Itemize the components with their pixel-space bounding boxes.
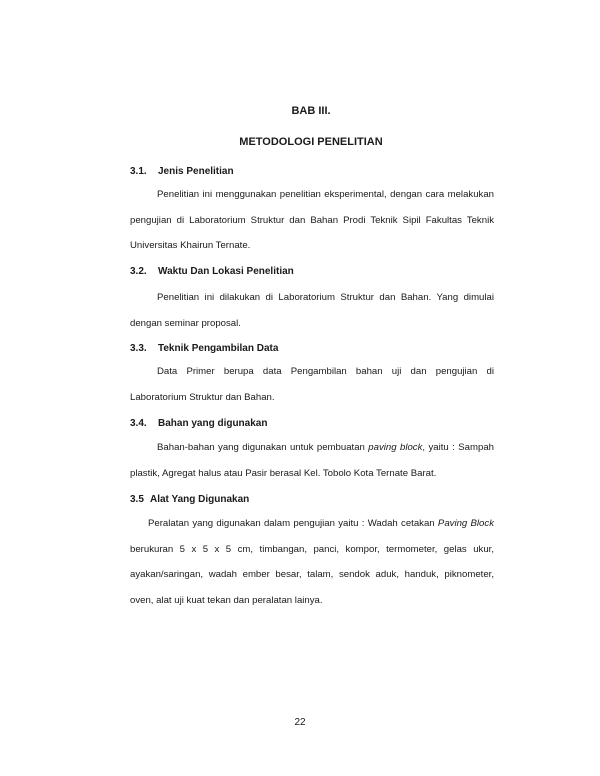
section-heading-3-4 bbox=[130, 418, 267, 429]
section-heading-3-1 bbox=[130, 166, 234, 177]
section-number: 3.4. bbox=[130, 418, 147, 429]
section-title: Bahan yang digunakan bbox=[158, 418, 268, 429]
section-title: Waktu Dan Lokasi Penelitian bbox=[158, 266, 294, 277]
page-number: 22 bbox=[294, 717, 306, 728]
paragraph: Penelitian ini dilakukan di Laboratorium Struktur dan Bahan. Yang dimulai dengan seminar proposal. bbox=[130, 292, 494, 329]
section-body-3-2 bbox=[130, 285, 494, 336]
italic-term: paving block bbox=[368, 442, 423, 453]
chapter-title: METODOLOGI PENELITIAN bbox=[239, 136, 383, 148]
italic-term: Paving Block bbox=[437, 518, 494, 529]
paragraph: Data Primer berupa data Pengambilan bahan uji dan pengujian di Laboratorium Struktur dan Bahan. bbox=[130, 366, 494, 403]
section-heading-3-3 bbox=[130, 343, 278, 354]
section-heading-3-5 bbox=[130, 494, 249, 505]
text-run: berukuran 5 x 5 x 5 cm, timbangan, panci, kompor, termometer, gelas ukur, ayakan/saringan, wadah ember besar, talam, sendok aduk, handuk, piknometer, oven, alat uji kuat tekan dan peralatan lainya. bbox=[130, 543, 494, 606]
section-heading-3-2 bbox=[130, 266, 294, 277]
section-body-3-5 bbox=[130, 511, 494, 613]
text-run: , yaitu : Sampah plastik, Agregat halus atau Pasir berasal Kel. Tobolo Kota Ternate Barat. bbox=[130, 442, 494, 479]
chapter-number: BAB III. bbox=[291, 105, 331, 117]
section-title: Alat Yang Digunakan bbox=[150, 494, 250, 505]
section-number: 3.2. bbox=[130, 266, 147, 277]
section-body-3-1 bbox=[130, 182, 494, 259]
section-number: 3.5 bbox=[130, 494, 144, 505]
section-body-3-4 bbox=[130, 435, 494, 486]
text-run: Peralatan yang digunakan dalam pengujian yaitu : Wadah cetakan bbox=[148, 518, 438, 529]
section-number: 3.1. bbox=[130, 166, 147, 177]
section-title: Teknik Pengambilan Data bbox=[158, 343, 279, 354]
paragraph: Penelitian ini menggunakan penelitian eksperimental, dengan cara melakukan pengujian di Laboratorium Struktur dan Bahan Prodi Teknik Sipil Fakultas Teknik Universitas Khairun Ternate. bbox=[130, 189, 494, 251]
section-body-3-3 bbox=[130, 359, 494, 410]
section-title: Jenis Penelitian bbox=[158, 166, 234, 177]
section-number: 3.3. bbox=[130, 343, 147, 354]
paragraph bbox=[130, 435, 494, 486]
text-run: Bahan-bahan yang digunakan untuk pembuatan bbox=[157, 442, 369, 453]
paragraph bbox=[130, 511, 494, 613]
